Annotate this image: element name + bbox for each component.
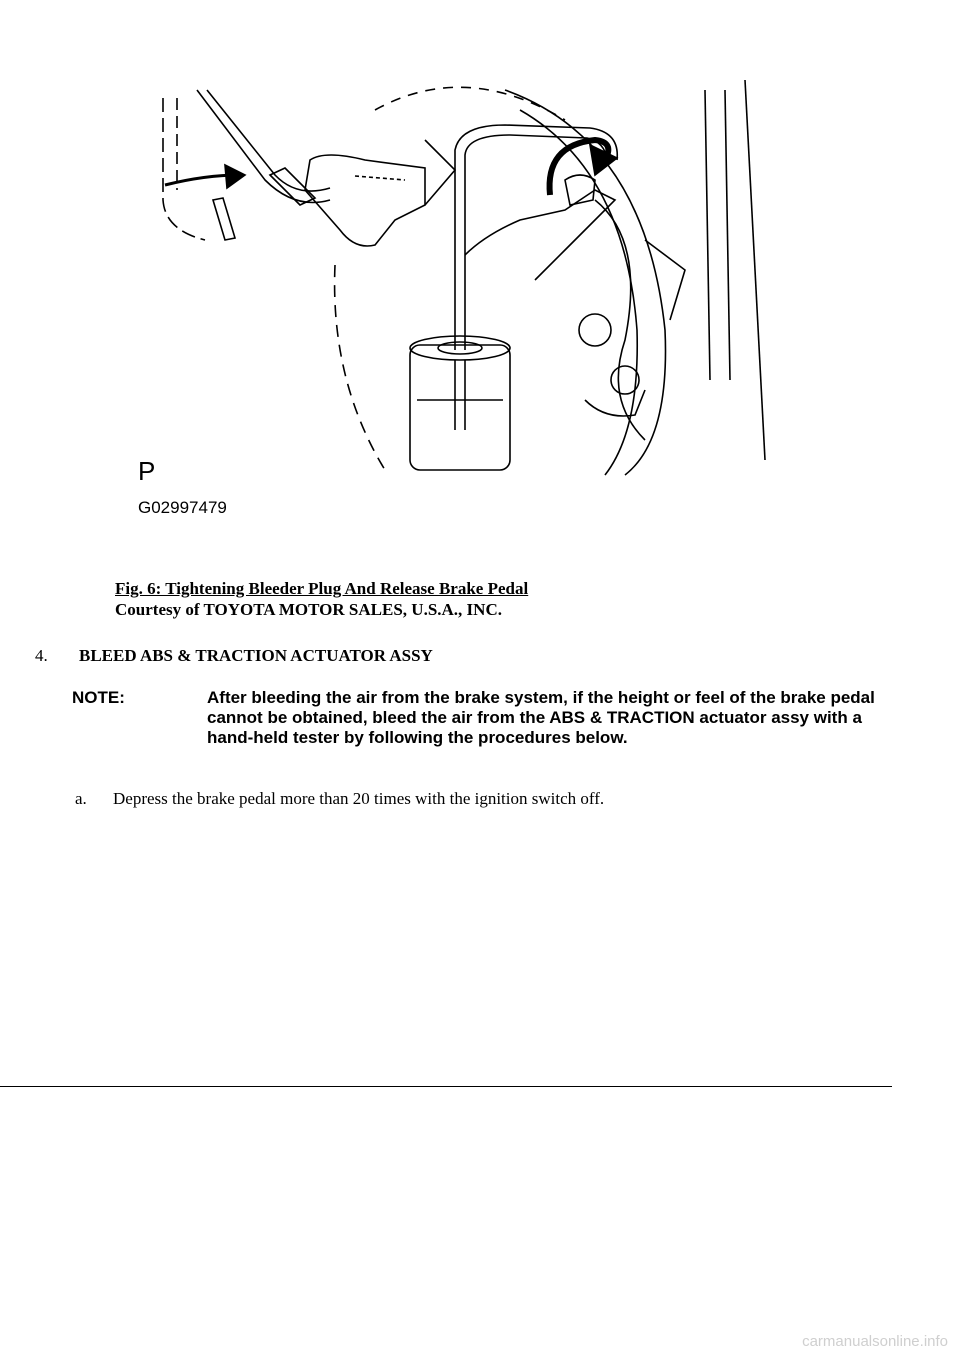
step-number: 4. bbox=[35, 646, 48, 665]
watermark: carmanualsonline.info bbox=[802, 1333, 948, 1350]
brake-bleeding-illustration bbox=[125, 80, 775, 520]
figure-illustration bbox=[125, 80, 775, 520]
figure-caption bbox=[115, 578, 528, 620]
substep-a bbox=[75, 788, 604, 809]
figure-courtesy: Courtesy of TOYOTA MOTOR SALES, U.S.A., INC. bbox=[115, 600, 502, 619]
step-heading: BLEED ABS & TRACTION ACTUATOR ASSY bbox=[79, 646, 433, 665]
substep-letter: a. bbox=[75, 789, 87, 808]
figure-id: G02997479 bbox=[138, 498, 227, 517]
page-divider bbox=[0, 1086, 892, 1087]
note-text: After bleeding the air from the brake system, if the height or feel of the brake pedal cannot be obtained, bleed the air from the ABS & TRACTION actuator assy with a hand-held tester by following the procedures below. bbox=[207, 688, 875, 747]
procedure-step bbox=[35, 645, 433, 666]
note-label: NOTE: bbox=[72, 688, 125, 707]
figure-title: Fig. 6: Tightening Bleeder Plug And Release Brake Pedal bbox=[115, 579, 529, 598]
substep-text: Depress the brake pedal more than 20 times with the ignition switch off. bbox=[113, 789, 605, 808]
figure-view-label: P bbox=[138, 456, 156, 486]
